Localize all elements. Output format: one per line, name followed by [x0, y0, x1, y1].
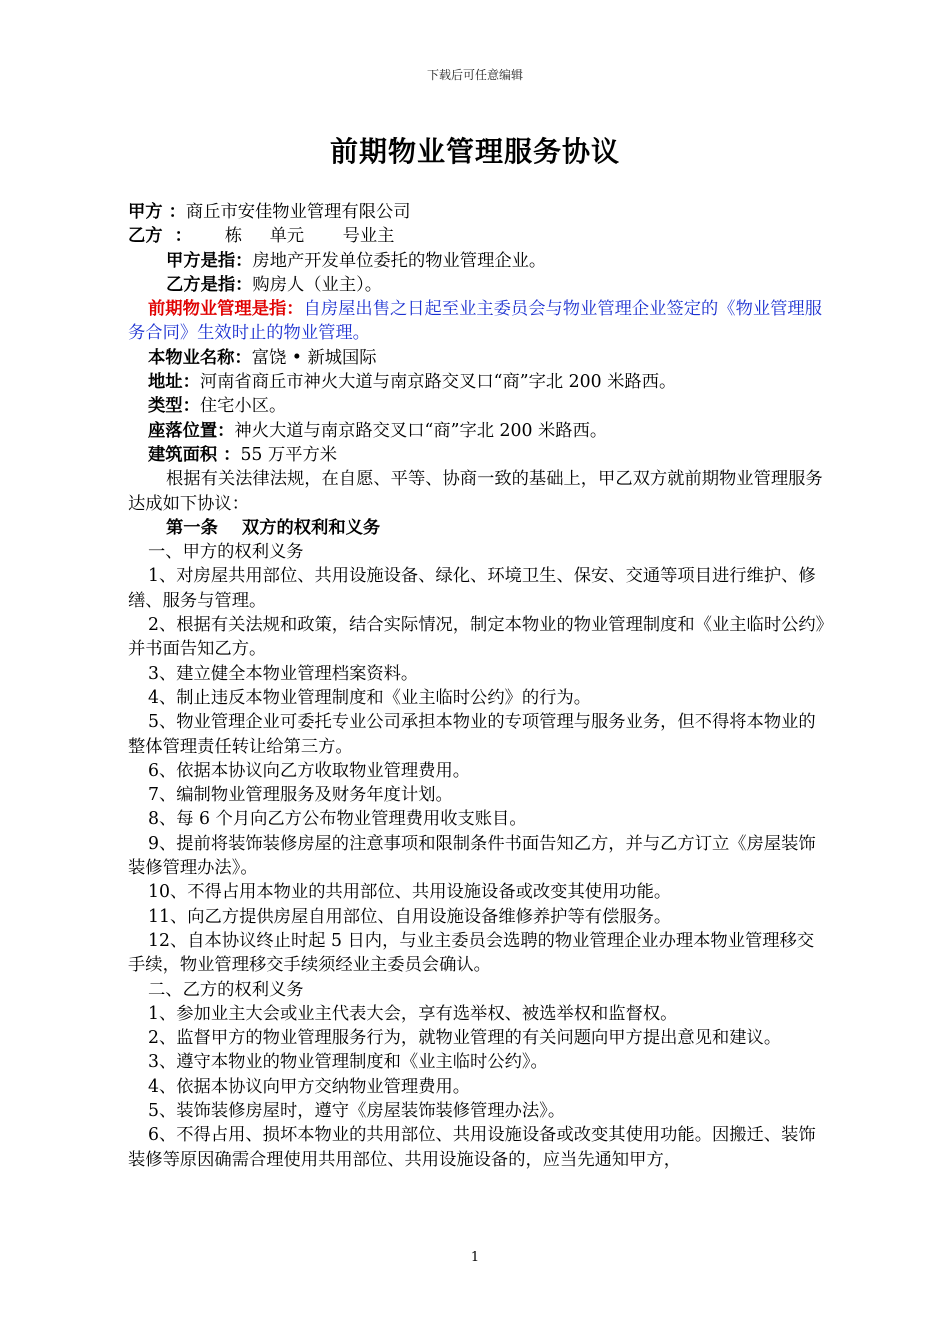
list-item: 2、监督甲方的物业管理服务行为，就物业管理的有关问题向甲方提出意见和建议。 — [148, 1028, 782, 1049]
list-item: 12、自本协议终止时起 5 日内，与业主委员会选聘的物业管理企业办理本物业管理移交手续，物业管理移交手续须经业主委员会确认。 — [128, 930, 815, 976]
document-title: 前期物业管理服务协议 — [329, 135, 620, 168]
party-b-value: 栋 单元 号业主 — [191, 226, 395, 247]
party-b-line — [128, 224, 825, 248]
list-item: 3、遵守本物业的物业管理制度和《业主临时公约》。 — [148, 1052, 548, 1073]
property-name-value: 富饶 • 新城国际 — [251, 347, 377, 368]
list-item: 5、装饰装修房屋时，遵守《房屋装饰装修管理办法》。 — [148, 1100, 566, 1121]
party-a-line — [128, 200, 825, 224]
property-address-line — [128, 370, 825, 394]
party-a-label: 甲方 ： — [128, 202, 186, 222]
party-b-definition — [128, 273, 825, 297]
party-a-duties-list — [128, 564, 825, 977]
property-name-line — [128, 346, 825, 370]
party-b-duties-list — [128, 1002, 825, 1172]
list-item: 3、建立健全本物业管理档案资料。 — [148, 663, 419, 684]
list-item: 9、提前将装饰装修房屋的注意事项和限制条件书面告知乙方，并与乙方订立《房屋装饰装修管理办法》。 — [128, 833, 816, 879]
party-a-def-value: 房地产开发单位委托的物业管理企业。 — [252, 250, 547, 271]
list-item: 8、每 6 个月向乙方公布物业管理费用收支账目。 — [148, 809, 527, 830]
property-name-label: 本物业名称： — [148, 347, 252, 368]
property-area-line — [128, 443, 825, 467]
property-location-line — [128, 419, 825, 443]
article1-heading: 第一条 双方的权利和义务 — [166, 517, 381, 538]
preliminary-management-definition — [128, 297, 825, 346]
list-item: 1、参加业主大会或业主代表大会，享有选举权、被选举权和监督权。 — [148, 1003, 678, 1024]
property-type-value: 住宅小区。 — [199, 396, 287, 417]
property-location-label: 座落位置： — [148, 420, 235, 441]
definition-value: 自房屋出售之日起至业主委员会与物业管理企业签定的《物业管理服务合同》生效时止的物业管理。 — [128, 299, 822, 344]
list-item: 11、向乙方提供房屋自用部位、自用设施设备维修养护等有偿服务。 — [148, 906, 672, 927]
party-b-duties-heading: 二、乙方的权利义务 — [148, 979, 304, 1000]
party-a-value: 商丘市安佳物业管理有限公司 — [185, 202, 411, 222]
list-item: 6、不得占用、损坏本物业的共用部位、共用设施设备或改变其使用功能。因搬迁、装饰装修等原因确需合理使用共用部位、共用设施设备的，应当先通知甲方， — [128, 1125, 816, 1170]
list-item: 10、不得占用本物业的共用部位、共用设施设备或改变其使用功能。 — [148, 882, 672, 903]
property-location-value: 神火大道与南京路交叉口“商”字北 200 米路西。 — [234, 420, 608, 441]
party-b-label: 乙方 ： — [128, 226, 192, 247]
party-a-definition — [128, 249, 825, 273]
property-area-value: 55 万平方米 — [240, 444, 338, 465]
list-item: 5、物业管理企业可委托专业公司承担本物业的专项管理与服务业务，但不得将本物业的整体管理责任转让给第三方。 — [128, 712, 816, 757]
party-b-def-value: 购房人（业主）。 — [252, 274, 383, 295]
party-a-duties-heading: 一、甲方的权利义务 — [148, 542, 304, 563]
page-header-note: 下载后可任意编辑 — [426, 68, 523, 82]
list-item: 4、制止违反本物业管理制度和《业主临时公约》的行为。 — [148, 687, 592, 708]
list-item: 4、依据本协议向甲方交纳物业管理费用。 — [148, 1076, 471, 1097]
list-item: 1、对房屋共用部位、共用设施设备、绿化、环境卫生、保安、交通等项目进行维护、修缮、服务与管理。 — [128, 566, 816, 611]
property-address-label: 地址： — [148, 372, 200, 393]
party-b-def-label: 乙方是指： — [166, 274, 253, 295]
definition-label: 前期物业管理是指： — [148, 299, 304, 320]
property-type-label: 类型： — [148, 396, 200, 417]
property-area-label: 建筑面积 ： — [148, 444, 241, 465]
document-body — [128, 200, 825, 1172]
list-item: 2、根据有关法规和政策，结合实际情况，制定本物业的物业管理制度和《业主临时公约》并书面告知乙方。 — [128, 615, 825, 660]
property-address-value: 河南省商丘市神火大道与南京路交叉口“商”字北 200 米路西。 — [199, 372, 677, 393]
party-a-def-label: 甲方是指： — [166, 250, 253, 271]
list-item: 6、依据本协议向乙方收取物业管理费用。 — [148, 760, 471, 781]
intro-paragraph: 根据有关法律法规，在自愿、平等、协商一致的基础上，甲乙双方就前期物业管理服务达成如下协议： — [128, 469, 823, 514]
list-item: 7、编制物业管理服务及财务年度计划。 — [148, 785, 453, 806]
property-type-line — [128, 394, 825, 418]
page-number: 1 — [470, 1250, 480, 1265]
